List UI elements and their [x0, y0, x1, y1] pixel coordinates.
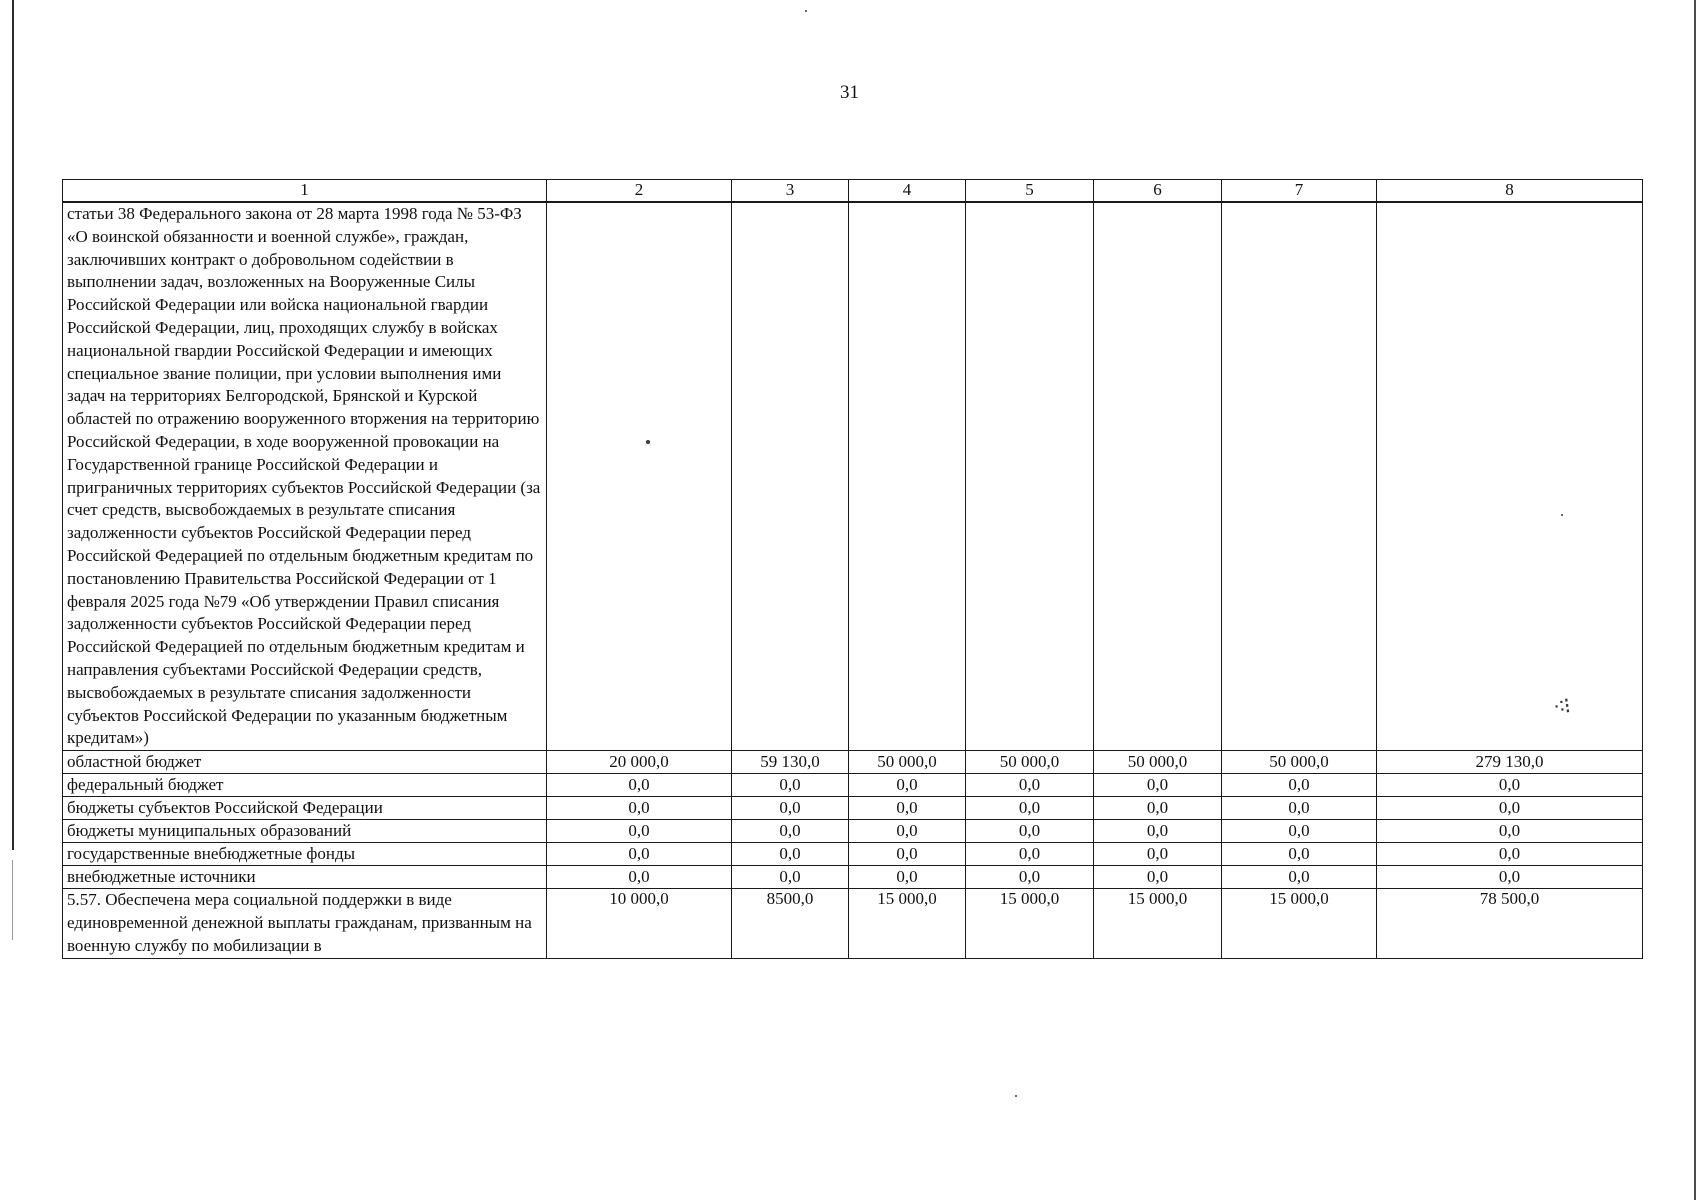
budget-source-label: бюджеты субъектов Российской Федерации — [63, 797, 547, 820]
scan-edge-left-lower — [12, 860, 13, 940]
value-cell: 8500,0 — [732, 889, 849, 958]
col-header: 7 — [1222, 180, 1377, 203]
column-number-header-row — [63, 180, 1643, 203]
value-cell: 0,0 — [849, 820, 966, 843]
value-cell: 15 000,0 — [966, 889, 1094, 958]
value-cell: 59 130,0 — [732, 751, 849, 774]
value-cell: 50 000,0 — [849, 751, 966, 774]
item-5-57-description: 5.57. Обеспечена мера социальной поддержки в виде единовременной денежной выплаты гражданам, призванным на военную службу по мобилизации в — [63, 889, 547, 958]
value-cell: 0,0 — [1222, 866, 1377, 889]
value-cell: 0,0 — [1222, 774, 1377, 797]
scan-speck — [805, 10, 807, 12]
value-cell: 0,0 — [1094, 843, 1222, 866]
col-header: 6 — [1094, 180, 1222, 203]
value-cell: 0,0 — [849, 774, 966, 797]
continued-description-row — [63, 202, 1643, 751]
scan-edge-right — [1694, 0, 1696, 1200]
empty-cell — [1377, 202, 1643, 751]
item-5-57-row — [63, 889, 1643, 958]
budget-row-extrabudgetary — [63, 866, 1643, 889]
value-cell: 0,0 — [732, 820, 849, 843]
value-cell: 0,0 — [1222, 843, 1377, 866]
col-header: 8 — [1377, 180, 1643, 203]
value-cell: 0,0 — [966, 820, 1094, 843]
value-cell: 0,0 — [849, 866, 966, 889]
total-cell: 0,0 — [1377, 866, 1643, 889]
empty-cell — [547, 202, 732, 751]
empty-cell — [849, 202, 966, 751]
col-header: 4 — [849, 180, 966, 203]
budget-source-label: областной бюджет — [63, 751, 547, 774]
total-cell: 78 500,0 — [1377, 889, 1643, 958]
scan-speck — [1561, 514, 1563, 516]
value-cell: 0,0 — [547, 866, 732, 889]
total-cell: 0,0 — [1377, 797, 1643, 820]
value-cell: 20 000,0 — [547, 751, 732, 774]
continued-description: статьи 38 Федерального закона от 28 марта 1998 года № 53-ФЗ «О воинской обязанности и военной службе», граждан, заключивших контракт о добровольном содействии в выполнении задач, возложенных на Вооруженные Силы Российской Федерации или войска национальной гвардии Российской Федерации, лиц, проходящих службу в войсках национальной гвардии Российской Федерации и имеющих специальное звание полиции, при условии выполнения ими задач на территориях Белгородской, Брянской и Курской областей по отражению вооруженного вторжения на территорию Российской Федерации, в ходе вооруженной провокации на Государственной границе Российской Федерации и приграничных территориях субъектов Российской Федерации (за счет средств, высвобождаемых в результате списания задолженности субъектов Российской Федерации перед Российской Федерацией по отдельным бюджетным кредитам по постановлению Правительства Российской Федерации от 1 февраля 2025 года №79 «Об утверждении Правил списания задолженности субъектов Российской Федерации перед Российской Федерацией по отдельным бюджетным кредитам и направления субъектами Российской Федерации средств, высвобождаемых в результате списания задолженности субъектов Российской Федерации по указанным бюджетным кредитам») — [63, 202, 547, 751]
value-cell: 0,0 — [547, 820, 732, 843]
budget-row-municipal — [63, 820, 1643, 843]
value-cell: 15 000,0 — [1094, 889, 1222, 958]
col-header: 3 — [732, 180, 849, 203]
value-cell: 10 000,0 — [547, 889, 732, 958]
col-header: 2 — [547, 180, 732, 203]
value-cell: 0,0 — [966, 866, 1094, 889]
scan-smudge-mark: ⁖⁝ — [1551, 694, 1571, 721]
value-cell: 0,0 — [732, 866, 849, 889]
empty-cell — [1094, 202, 1222, 751]
value-cell: 0,0 — [849, 843, 966, 866]
empty-cell — [732, 202, 849, 751]
value-cell: 0,0 — [1094, 820, 1222, 843]
value-cell: 0,0 — [547, 774, 732, 797]
value-cell: 15 000,0 — [1222, 889, 1377, 958]
budget-row-federal — [63, 774, 1643, 797]
budget-table — [62, 179, 1643, 959]
empty-cell — [966, 202, 1094, 751]
value-cell: 0,0 — [1094, 774, 1222, 797]
budget-source-label: внебюджетные источники — [63, 866, 547, 889]
value-cell: 50 000,0 — [966, 751, 1094, 774]
value-cell: 0,0 — [1094, 866, 1222, 889]
col-header: 5 — [966, 180, 1094, 203]
total-cell: 0,0 — [1377, 774, 1643, 797]
budget-row-state-funds — [63, 843, 1643, 866]
value-cell: 0,0 — [849, 797, 966, 820]
budget-source-label: бюджеты муниципальных образований — [63, 820, 547, 843]
value-cell: 0,0 — [1222, 797, 1377, 820]
value-cell: 0,0 — [732, 774, 849, 797]
value-cell: 0,0 — [547, 797, 732, 820]
total-cell: 0,0 — [1377, 843, 1643, 866]
value-cell: 0,0 — [732, 843, 849, 866]
value-cell: 0,0 — [966, 843, 1094, 866]
empty-cell — [1222, 202, 1377, 751]
scan-speck — [1015, 1095, 1017, 1097]
page-number: 31 — [840, 82, 859, 103]
value-cell: 0,0 — [732, 797, 849, 820]
value-cell: 0,0 — [966, 797, 1094, 820]
budget-row-subjects — [63, 797, 1643, 820]
value-cell: 0,0 — [1222, 820, 1377, 843]
value-cell: 50 000,0 — [1222, 751, 1377, 774]
value-cell: 50 000,0 — [1094, 751, 1222, 774]
budget-source-label: государственные внебюджетные фонды — [63, 843, 547, 866]
budget-row-regional — [63, 751, 1643, 774]
budget-source-label: федеральный бюджет — [63, 774, 547, 797]
scan-speck — [646, 440, 650, 444]
value-cell: 0,0 — [547, 843, 732, 866]
value-cell: 15 000,0 — [849, 889, 966, 958]
value-cell: 0,0 — [1094, 797, 1222, 820]
value-cell: 0,0 — [966, 774, 1094, 797]
total-cell: 0,0 — [1377, 820, 1643, 843]
scan-edge-left — [12, 0, 14, 850]
col-header: 1 — [63, 180, 547, 203]
total-cell: 279 130,0 — [1377, 751, 1643, 774]
